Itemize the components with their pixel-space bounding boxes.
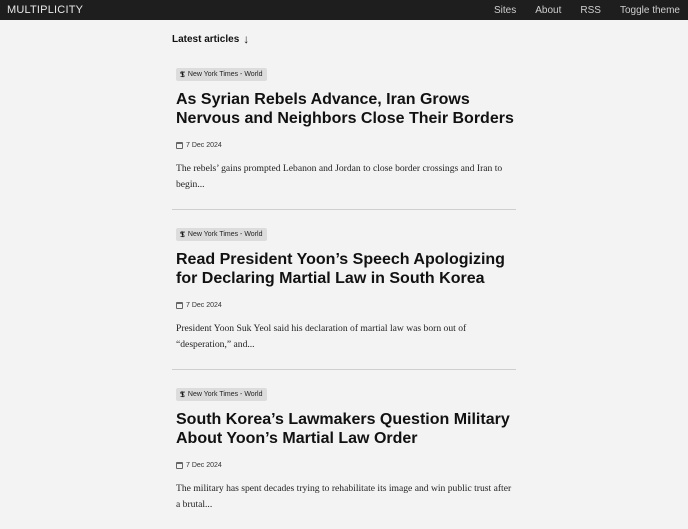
date-text: 7 Dec 2024 [186,461,222,469]
article-card [172,46,516,209]
source-badge[interactable] [176,388,267,401]
source-label: New York Times - World [187,391,263,398]
top-navbar [0,0,688,20]
article-title-link[interactable]: Read President Yoon’s Speech Apologizing for Declaring Martial Law in South Korea [176,251,505,287]
section-heading [172,32,516,46]
nyt-logo-icon: 𝕿 [180,69,185,79]
section-title-text: Latest articles [172,33,240,45]
source-label: New York Times - World [187,231,263,238]
article-date [176,300,512,310]
nav-link-sites[interactable]: Sites [494,4,517,16]
nav-menu [475,5,680,16]
article-date [176,460,512,470]
nyt-logo-icon: 𝕿 [180,389,185,399]
source-label: New York Times - World [187,71,263,78]
article-summary: President Yoon Suk Yeol said his declaration of martial law was born out of “desperation,” and... [176,323,467,350]
calendar-icon [176,462,183,469]
date-text: 7 Dec 2024 [186,301,222,309]
nav-link-about[interactable]: About [535,4,562,16]
source-badge[interactable] [176,68,267,81]
source-badge[interactable] [176,228,267,241]
calendar-icon [176,302,183,309]
article-title-link[interactable]: South Korea’s Lawmakers Question Military About Yoon’s Martial Law Order [176,411,510,447]
article-card [172,209,516,369]
nav-link-rss[interactable]: RSS [580,4,601,16]
nyt-logo-icon: 𝕿 [180,229,185,239]
article-card [172,369,516,529]
article-summary: The military has spent decades trying to rehabilitate its image and win public trust after a brutal... [176,483,512,510]
calendar-icon [176,142,183,149]
article-date [176,140,512,150]
article-summary: The rebels’ gains prompted Lebanon and Jordan to close border crossings and Iran to begin... [176,163,503,190]
arrow-down-icon: ↓ [243,32,250,46]
date-text: 7 Dec 2024 [186,141,222,149]
site-brand[interactable]: MULTIPLICITY [7,4,84,16]
article-feed [172,20,516,529]
article-title-link[interactable]: As Syrian Rebels Advance, Iran Grows Nervous and Neighbors Close Their Borders [176,91,514,127]
toggle-theme-button[interactable]: Toggle theme [619,4,680,16]
